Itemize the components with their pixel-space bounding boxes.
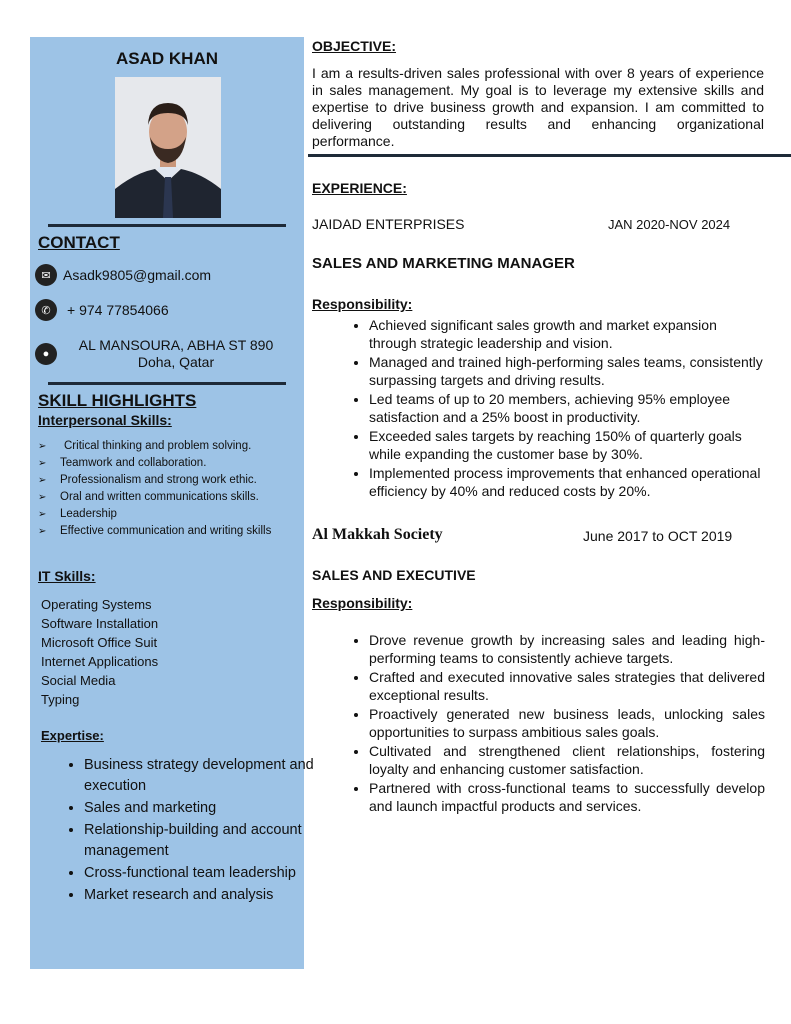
sidebar	[30, 37, 314, 969]
list-item: • Implemented process improvements that enhanced operational efficiency by 40% and reduced costs by 20%.	[369, 465, 765, 500]
it-skills-list	[41, 595, 158, 709]
list-item: • Crafted and executed innovative sales strategies that delivered exceptional results.	[369, 669, 765, 704]
list-item: • Business strategy development and execution	[84, 755, 324, 797]
contact-heading: CONTACT	[38, 233, 120, 252]
list-item: • Managed and trained high-performing sales teams, consistently surpassing targets and driving results.	[369, 354, 765, 389]
list-item: ➢ Oral and written communications skills.	[38, 489, 300, 506]
interpersonal-heading: Interpersonal Skills:	[38, 412, 172, 428]
list-item: Software Installation	[41, 616, 159, 631]
email-icon: ✉	[35, 264, 57, 286]
list-item: • Sales and marketing	[84, 798, 324, 819]
list-item: • Proactively generated new business leads, unlocking sales opportunities to surpass ambitious sales goals.	[369, 706, 765, 741]
objective-heading: OBJECTIVE:	[312, 38, 397, 54]
job1-title: SALES AND MARKETING MANAGER	[312, 255, 575, 272]
list-item: • Cultivated and strengthened client relationships, fostering loyalty and enhancing customer satisfaction.	[369, 743, 765, 778]
email-text[interactable]: Asadk9805@gmail.com	[63, 267, 212, 283]
divider	[308, 154, 791, 157]
expertise-list	[60, 755, 324, 907]
list-item: Operating Systems	[41, 597, 152, 612]
phone-icon: ✆	[35, 299, 57, 321]
address-line-1: AL MANSOURA, ABHA ST 890	[78, 337, 274, 353]
job1-responsibilities	[312, 317, 765, 502]
address-line-2: Doha, Qatar	[137, 354, 215, 370]
list-item: • Cross-functional team leadership	[84, 863, 324, 884]
list-item: Typing	[41, 692, 80, 707]
list-item: Internet Applications	[41, 654, 159, 669]
interpersonal-list	[38, 438, 300, 540]
list-item: • Led teams of up to 20 members, achieving 95% employee satisfaction and a 25% boost in productivity.	[369, 391, 765, 426]
list-item: ➢ Leadership	[38, 506, 300, 523]
job1-responsibility-heading: Responsibility:	[312, 296, 413, 312]
experience-heading: EXPERIENCE:	[312, 180, 407, 196]
job1-company: JAIDAD ENTERPRISES	[312, 216, 465, 232]
skills-heading: SKILL HIGHLIGHTS	[38, 391, 197, 410]
list-item: ➢ Teamwork and collaboration.	[38, 455, 300, 472]
list-item: • Drove revenue growth by increasing sales and leading high-performing teams to consistently achieve targets.	[369, 632, 765, 667]
phone-text[interactable]: + 974 77854066	[67, 302, 169, 318]
list-item: Microsoft Office Suit	[41, 635, 158, 650]
list-item: ➢ Critical thinking and problem solving.	[38, 438, 300, 455]
job2-title: SALES AND EXECUTIVE	[312, 567, 476, 583]
job2-dates: June 2017 to OCT 2019	[583, 528, 733, 544]
job2-responsibility-heading: Responsibility:	[312, 595, 413, 611]
list-item: • Relationship-building and account management	[84, 820, 324, 862]
contact-phone[interactable]	[35, 299, 169, 321]
contact-address	[35, 337, 289, 371]
location-pin-icon: ●	[35, 343, 57, 365]
contact-email[interactable]	[35, 264, 211, 286]
candidate-name: ASAD KHAN	[116, 49, 218, 68]
job2-responsibilities	[312, 632, 765, 817]
divider	[48, 382, 286, 385]
list-item: • Achieved significant sales growth and market expansion through strategic leadership and vision.	[369, 317, 765, 352]
list-item: • Exceeded sales targets by reaching 150% of quarterly goals while expanding the customer base by 30%.	[369, 428, 765, 463]
list-item: • Partnered with cross-functional teams to successfully develop and launch impactful products and services.	[369, 780, 765, 815]
profile-photo	[115, 77, 221, 218]
job2-company: Al Makkah Society	[312, 526, 443, 543]
list-item: ➢ Professionalism and strong work ethic.	[38, 472, 300, 489]
job1-dates: JAN 2020-NOV 2024	[608, 217, 731, 232]
objective-text: I am a results-driven sales professional with over 8 years of experience in sales management. My goal is to leverage my extensive skills and expertise to drive business growth and expansion. I am committed to delivering outstanding results and enhancing organizational performance.	[312, 65, 764, 149]
list-item: • Market research and analysis	[84, 885, 324, 906]
it-skills-heading: IT Skills:	[38, 568, 96, 584]
expertise-heading: Expertise:	[41, 728, 104, 743]
list-item: Social Media	[41, 673, 116, 688]
divider	[48, 224, 286, 227]
list-item: ➢ Effective communication and writing skills	[38, 523, 300, 540]
